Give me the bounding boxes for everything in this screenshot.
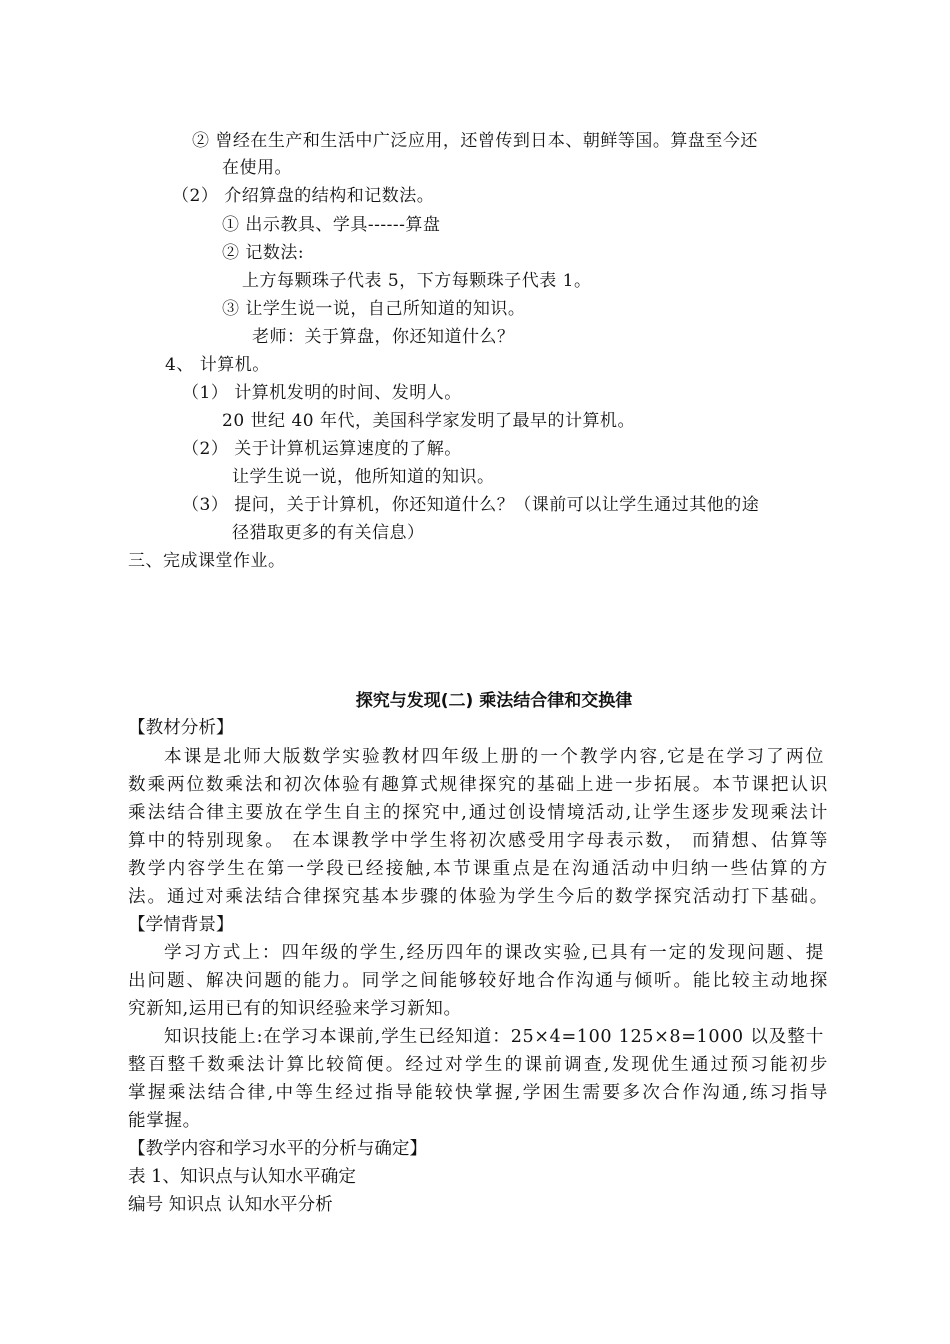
outline-subitem-a: ① 出示教具、学具------算盘: [222, 215, 441, 235]
outline-item-2-line-1: ② 曾经在生产和生活中广泛应用，还曾传到日本、朝鲜等国。算盘至今还: [192, 131, 758, 151]
lesson-title: 探究与发现(二) 乘法结合律和交换律: [355, 691, 633, 711]
outline-section-4-item-3-line-2: 径猎取更多的有关信息）: [232, 523, 425, 543]
learning-background-b-line-2: 整百整千数乘法计算比较简便。经过对学生的课前调查,发现优生通过预习能初步: [128, 1055, 828, 1075]
outline-subsection-2: （2） 介绍算盘的结构和记数法。: [172, 186, 435, 206]
table-caption: 表 1、知识点与认知水平确定: [128, 1167, 356, 1187]
outline-section-4-item-3-line-1: （3） 提问，关于计算机，你还知道什么？（课前可以让学生通过其他的途: [182, 495, 760, 515]
outline-section-4-item-1: （1） 计算机发明的时间、发明人。: [182, 383, 462, 403]
outline-section-4-item-1-detail: 20 世纪 40 年代，美国科学家发明了最早的计算机。: [222, 411, 635, 431]
outline-section-4-item-2: （2） 关于计算机运算速度的了解。: [182, 439, 462, 459]
outline-item-2-line-2: 在使用。: [222, 158, 292, 178]
learning-background-b-line-1: 知识技能上:在学习本课前,学生已经知道：25×4=100 125×8=1000 以及整十: [164, 1027, 824, 1047]
learning-background-b-line-3: 掌握乘法结合律,中等生经过指导能较快掌握,学困生需要多次合作沟通,练习指导: [128, 1083, 828, 1103]
outline-section-4: 4、 计算机。: [165, 355, 270, 375]
learning-background-a-line-1: 学习方式上：四年级的学生,经历四年的课改实验,已具有一定的发现问题、提: [164, 943, 824, 963]
textbook-analysis-heading: 【教材分析】: [128, 718, 234, 738]
outline-subitem-b-detail: 上方每颗珠子代表 5，下方每颗珠子代表 1。: [242, 271, 592, 291]
textbook-analysis-line-6: 法。通过对乘法结合律探究基本步骤的体验为学生今后的数学探究活动打下基础。: [128, 887, 828, 907]
outline-subitem-c: ③ 让学生说一说，自己所知道的知识。: [222, 299, 526, 319]
learning-background-b-line-4: 能掌握。: [128, 1111, 201, 1131]
textbook-analysis-line-5: 教学内容学生在第一学段已经接触,本节课重点是在沟通活动中归纳一些估算的方: [128, 859, 828, 879]
table-header: 编号 知识点 认知水平分析: [128, 1195, 333, 1215]
learning-background-a-line-2: 出问题、解决问题的能力。同学之间能够较好地合作沟通与倾听。能比较主动地探: [128, 971, 828, 991]
outline-subitem-b: ② 记数法:: [222, 243, 305, 263]
outline-subitem-c-detail: 老师：关于算盘，你还知道什么？: [252, 327, 515, 347]
textbook-analysis-line-1: 本课是北师大版数学实验教材四年级上册的一个教学内容,它是在学习了两位: [164, 747, 824, 767]
outline-section-4-item-2-detail: 让学生说一说，他所知道的知识。: [232, 467, 495, 487]
learning-background-heading: 【学情背景】: [128, 915, 234, 935]
content-analysis-heading: 【教学内容和学习水平的分析与确定】: [128, 1139, 428, 1159]
learning-background-a-line-3: 究新知,运用已有的知识经验来学习新知。: [128, 999, 462, 1019]
textbook-analysis-line-2: 数乘两位数乘法和初次体验有趣算式规律探究的基础上进一步拓展。本节课把认识: [128, 775, 828, 795]
textbook-analysis-line-4: 算中的特别现象。 在本课教学中学生将初次感受用字母表示数， 而猜想、估算等: [128, 831, 828, 851]
textbook-analysis-line-3: 乘法结合律主要放在学生自主的探究中,通过创设情境活动,让学生逐步发现乘法计: [128, 803, 828, 823]
outline-part-3: 三、完成课堂作业。: [128, 551, 286, 571]
